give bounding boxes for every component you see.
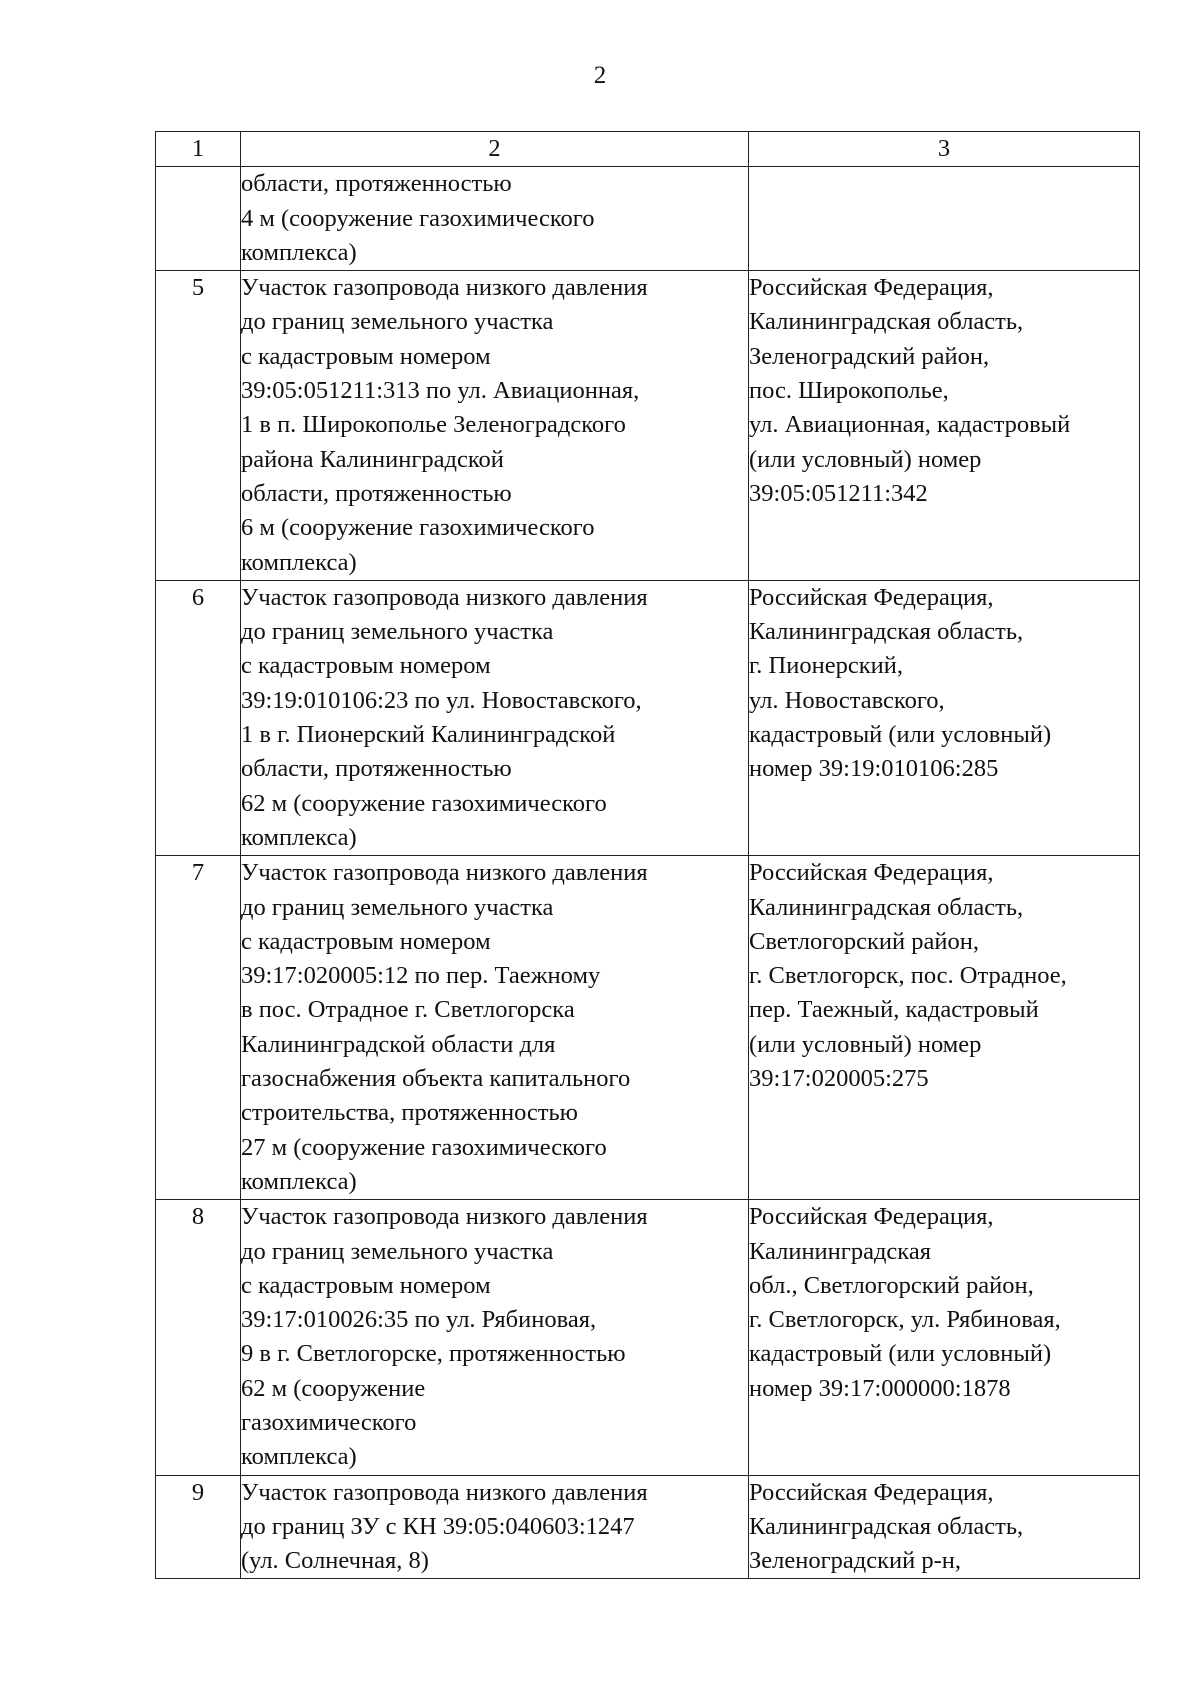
description-line: с кадастровым номером <box>241 342 491 370</box>
object-description <box>241 167 749 271</box>
address-line: Зеленоградский район, <box>749 342 990 370</box>
object-address <box>749 1200 1140 1475</box>
description-line: строительства, протяженностью <box>241 1099 578 1127</box>
description-line: до границ земельного участка <box>241 618 554 646</box>
table-header-row <box>156 132 1140 167</box>
address-line: г. Светлогорск, ул. Рябиновая, <box>749 1306 1061 1334</box>
description-line: до границ земельного участка <box>241 893 554 921</box>
address-line: Российская Федерация, <box>749 859 994 887</box>
address-line: Зеленоградский р-н, <box>749 1547 962 1575</box>
description-line: области, протяженностью <box>241 479 512 507</box>
description-line: с кадастровым номером <box>241 927 491 955</box>
description-line: комплекса) <box>241 548 357 576</box>
object-address <box>749 580 1140 855</box>
description-line: комплекса) <box>241 238 357 266</box>
description-line: 27 м (сооружение газохимического <box>241 1133 607 1161</box>
description-line: 62 м (сооружение <box>241 1374 426 1402</box>
object-description <box>241 1200 749 1475</box>
address-line: ул. Авиационная, кадастровый <box>749 411 1071 439</box>
description-line: Участок газопровода низкого давления <box>241 1203 648 1231</box>
address-line: Калининградская область, <box>749 1512 1024 1540</box>
address-line: Калининградская <box>749 1237 931 1265</box>
address-line: кадастровый (или условный) <box>749 1340 1052 1368</box>
row-number <box>156 167 241 271</box>
object-address <box>749 1475 1140 1579</box>
description-line: газохимического <box>241 1408 417 1436</box>
column-header: 1 <box>156 132 241 167</box>
table-row <box>156 856 1140 1200</box>
row-number: 9 <box>156 1475 241 1579</box>
description-line: Участок газопровода низкого давления <box>241 583 648 611</box>
description-line: до границ ЗУ с КН 39:05:040603:1247 <box>241 1512 635 1540</box>
address-line: пос. Широкополье, <box>749 377 949 405</box>
column-header: 3 <box>749 132 1140 167</box>
description-line: Калининградской области для <box>241 1030 556 1058</box>
address-line: г. Пионерский, <box>749 652 903 680</box>
row-number: 6 <box>156 580 241 855</box>
description-line: 1 в г. Пионерский Калининградской <box>241 721 616 749</box>
address-line: Калининградская область, <box>749 893 1024 921</box>
table-row <box>156 580 1140 855</box>
description-line: области, протяженностью <box>241 170 512 198</box>
object-address <box>749 167 1140 271</box>
address-line: Российская Федерация, <box>749 1478 994 1506</box>
description-line: до границ земельного участка <box>241 1237 554 1265</box>
address-line: обл., Светлогорский район, <box>749 1271 1034 1299</box>
address-line: Российская Федерация, <box>749 583 994 611</box>
object-address <box>749 271 1140 581</box>
description-line: 39:17:020005:12 по пер. Таежному <box>241 962 601 990</box>
description-line: 4 м (сооружение газохимического <box>241 204 595 232</box>
description-line: до границ земельного участка <box>241 308 554 336</box>
object-description <box>241 1475 749 1579</box>
description-line: 39:17:010026:35 по ул. Рябиновая, <box>241 1306 597 1334</box>
address-line: ул. Новоставского, <box>749 686 945 714</box>
property-table <box>155 131 1140 1579</box>
description-line: (ул. Солнечная, 8) <box>241 1547 429 1575</box>
row-number: 7 <box>156 856 241 1200</box>
address-line: пер. Таежный, кадастровый <box>749 996 1039 1024</box>
address-line: Светлогорский район, <box>749 927 979 955</box>
address-line: кадастровый (или условный) <box>749 721 1052 749</box>
table-row <box>156 271 1140 581</box>
description-line: Участок газопровода низкого давления <box>241 1478 648 1506</box>
address-line: (или условный) номер <box>749 1030 982 1058</box>
description-line: 1 в п. Широкополье Зеленоградского <box>241 411 626 439</box>
column-header: 2 <box>241 132 749 167</box>
description-line: комплекса) <box>241 1443 357 1471</box>
object-address <box>749 856 1140 1200</box>
table-row <box>156 1475 1140 1579</box>
description-line: в пос. Отрадное г. Светлогорска <box>241 996 575 1024</box>
address-line: номер 39:17:000000:1878 <box>749 1374 1011 1402</box>
description-line: 6 м (сооружение газохимического <box>241 514 595 542</box>
address-line: г. Светлогорск, пос. Отрадное, <box>749 962 1067 990</box>
address-line: номер 39:19:010106:285 <box>749 755 999 783</box>
description-line: с кадастровым номером <box>241 652 491 680</box>
description-line: комплекса) <box>241 1167 357 1195</box>
description-line: области, протяженностью <box>241 755 512 783</box>
object-description <box>241 580 749 855</box>
address-line: Калининградская область, <box>749 618 1024 646</box>
object-description <box>241 271 749 581</box>
description-line: комплекса) <box>241 823 357 851</box>
page-number: 2 <box>593 62 607 89</box>
description-line: 62 м (сооружение газохимического <box>241 789 607 817</box>
row-number: 5 <box>156 271 241 581</box>
description-line: Участок газопровода низкого давления <box>241 274 648 302</box>
description-line: 39:19:010106:23 по ул. Новоставского, <box>241 686 642 714</box>
description-line: 39:05:051211:313 по ул. Авиационная, <box>241 377 640 405</box>
row-number: 8 <box>156 1200 241 1475</box>
object-description <box>241 856 749 1200</box>
address-line: Российская Федерация, <box>749 1203 994 1231</box>
address-line: 39:05:051211:342 <box>749 479 928 507</box>
description-line: 9 в г. Светлогорске, протяженностью <box>241 1340 626 1368</box>
address-line: 39:17:020005:275 <box>749 1065 929 1093</box>
address-line: Российская Федерация, <box>749 274 994 302</box>
description-line: с кадастровым номером <box>241 1271 491 1299</box>
description-line: газоснабжения объекта капитального <box>241 1065 631 1093</box>
description-line: Участок газопровода низкого давления <box>241 859 648 887</box>
address-line: Калининградская область, <box>749 308 1024 336</box>
description-line: района Калининградской <box>241 445 504 473</box>
table-row <box>156 1200 1140 1475</box>
table-row <box>156 167 1140 271</box>
address-line: (или условный) номер <box>749 445 982 473</box>
